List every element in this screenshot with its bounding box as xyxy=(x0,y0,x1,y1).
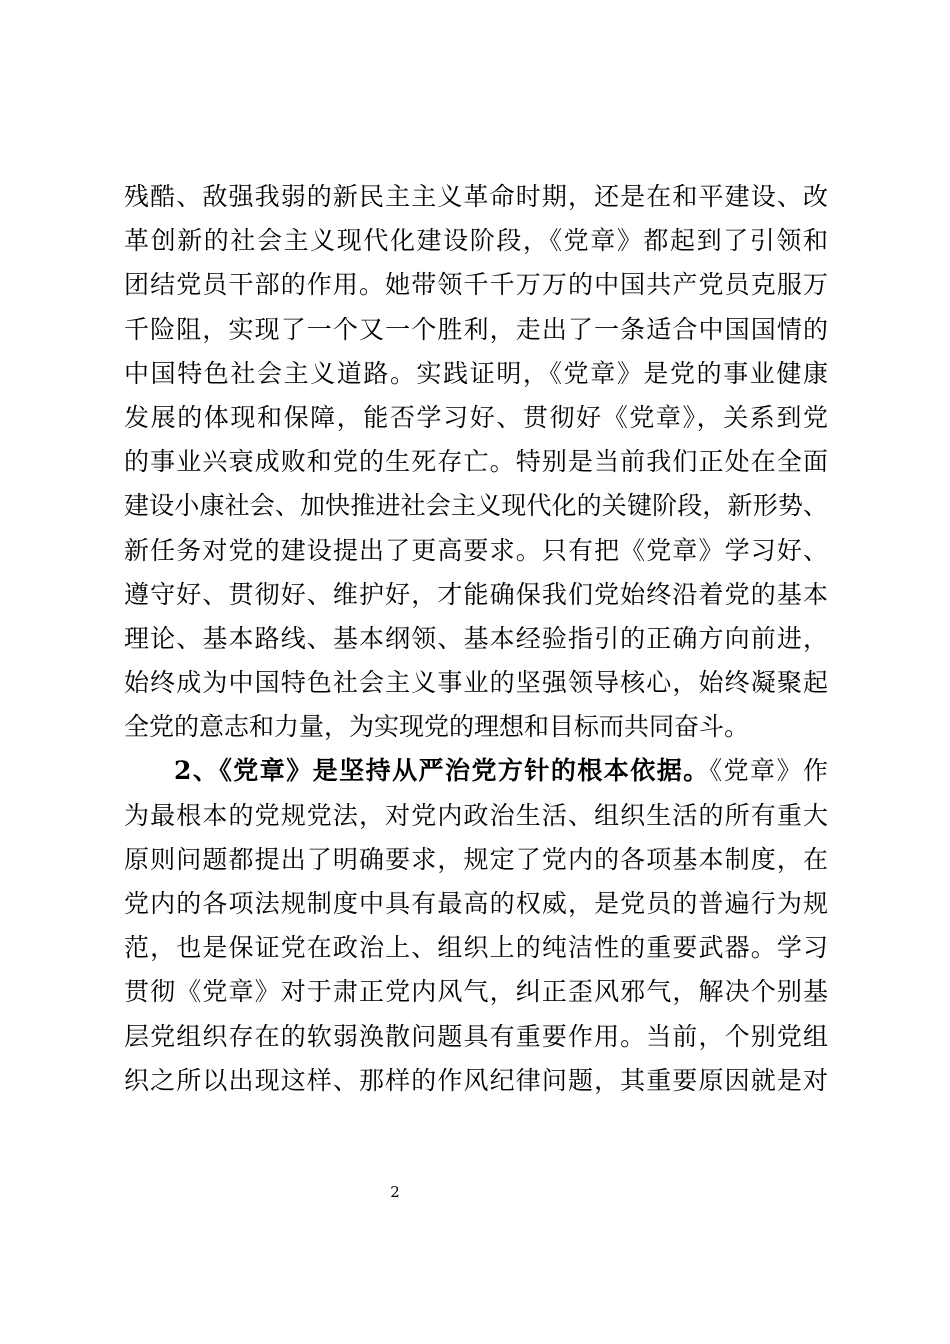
text-line: 遵守好、贯彻好、维护好，才能确保我们党始终沿着党的基本 xyxy=(124,579,828,609)
text-line: 原则问题都提出了明确要求，规定了党内的各项基本制度，在 xyxy=(124,844,828,874)
text-line: 新任务对党的建设提出了更高要求。只有把《党章》学习好、 xyxy=(124,535,828,565)
text-line: 党内的各项法规制度中具有最高的权威，是党员的普遍行为规 xyxy=(124,889,828,918)
text-line: 始终成为中国特色社会主义事业的坚强领导核心，始终凝聚起 xyxy=(124,668,828,698)
text-line: 范，也是保证党在政治上、组织上的纯洁性的重要武器。学习 xyxy=(124,933,828,963)
text-line: 残酷、敌强我弱的新民主主义革命时期，还是在和平建设、改 xyxy=(124,182,828,211)
text-line: 千险阻，实现了一个又一个胜利，走出了一条适合中国国情的 xyxy=(124,314,828,344)
text-line: 建设小康社会、加快推进社会主义现代化的关键阶段，新形势、 xyxy=(124,491,828,521)
text-line: 织之所以出现这样、那样的作风纪律问题，其重要原因就是对 xyxy=(124,1065,828,1095)
text-line: 团结党员干部的作用。她带领千千万万的中国共产党员克服万 xyxy=(124,270,828,300)
paragraph-1 xyxy=(124,175,828,749)
text-line: 全党的意志和力量，为实现党的理想和目标而共同奋斗。 xyxy=(124,712,750,742)
body-text xyxy=(124,175,828,1103)
text-line: 层党组织存在的软弱涣散问题具有重要作用。当前，个别党组 xyxy=(124,1021,828,1051)
text-line: 贯彻《党章》对于肃正党内风气，纠正歪风邪气，解决个别基 xyxy=(124,977,828,1007)
text-line: 发展的体现和保障，能否学习好、贯彻好《党章》，关系到党 xyxy=(124,402,828,432)
paragraph-2 xyxy=(124,749,828,1103)
page-number: 2 xyxy=(390,1183,400,1201)
text-line: 中国特色社会主义道路。实践证明，《党章》是党的事业健康 xyxy=(124,358,828,388)
text-line: 为最根本的党规党法，对党内政治生活、组织生活的所有重大 xyxy=(124,800,828,830)
text-line: 的事业兴衰成败和党的生死存亡。特别是当前我们正处在全面 xyxy=(124,447,828,477)
text-line: 革创新的社会主义现代化建设阶段，《党章》都起到了引领和 xyxy=(124,226,828,256)
paragraph-2-first-line xyxy=(124,749,828,793)
heading-continuation: 《党章》作 xyxy=(709,756,828,786)
section-heading: 2、《党章》是坚持从严治党方针的根本依据。 xyxy=(174,756,710,786)
text-line: 理论、基本路线、基本纲领、基本经验指引的正确方向前进， xyxy=(124,623,828,653)
